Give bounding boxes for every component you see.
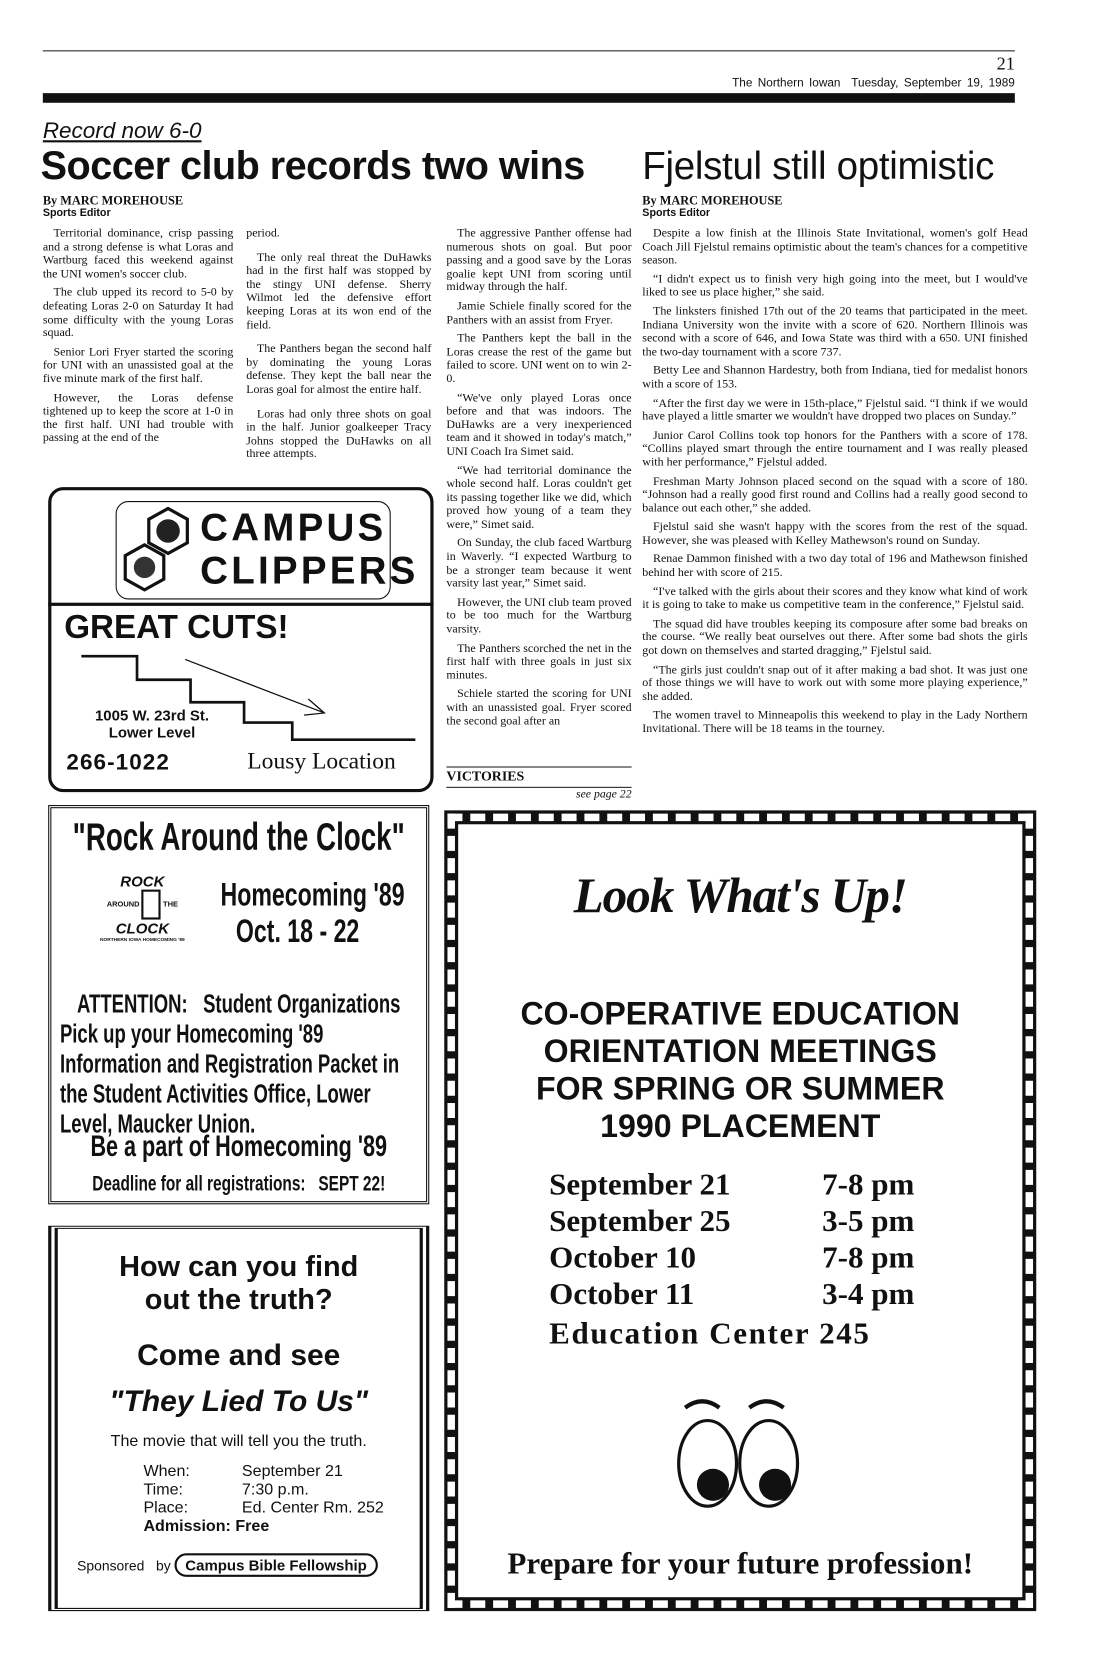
paragraph: The Panthers scorched the net in the first half with three goals in just six minutes. [446,641,632,682]
detail-label: Time: [143,1480,184,1499]
paragraph: “I've talked with the girls about their scores and they know what kind of work it is going to take to make us competitive team in the conference,” Fjelstul said. [642,585,1028,612]
paragraph: Senior Lori Fryer started the scoring for UNI with an unassisted goal at the five minute mark of the first half. [42,345,234,386]
paragraph: “After the first day we were in 15th-place,” Fjelstul said. “I think if we would have played a little smarter we wouldn't have dropped two places on Sunday.” [642,396,1028,423]
detail-value: 7:30 p.m. [241,1480,309,1499]
street: 1005 W. 23rd St. [94,706,210,724]
paragraph: The only real threat the DuHawks had in the first half was stopped by the stingy UNI defense. Sherry Wilmot led the defensive effort keeping Loras at its won end of the field. [246,251,432,332]
paragraph: “We had territorial dominance the whole second half. Loras couldn't get its passing together like we did, which proved how young of a team they were,” Simet said. [446,464,632,531]
detail-value: Free [235,1516,270,1536]
deadline-label: Deadline for all registrations: [92,1172,306,1196]
movie-question [58,1250,420,1316]
heading-line: FOR SPRING OR SUMMER [535,1071,945,1107]
author: By MARC MOREHOUSE [42,194,184,208]
meeting-location: Education Center 245 [549,1316,871,1351]
by-label: by [156,1557,171,1574]
meeting-date: September 25 [549,1204,731,1239]
meeting-row [549,1167,914,1203]
paragraph: Junior Carol Collins took top honors for the Panthers with a score of 178. “Collins played smart through the entire tournament and I was really pleased with her performance,” Fjelstul added. [642,428,1028,469]
jump-link[interactable]: see page 22 [446,787,631,801]
sponsor-name: Campus Bible Fellowship [175,1553,378,1577]
soccer-kicker: Record now 6-0 [42,118,202,144]
event-name: Homecoming '89 [220,877,405,914]
detail-row [143,1499,383,1517]
paragraph: The squad did have troubles keeping its composure after some bad breaks on the course. “We really beat ourselves out there. After some bad shots the girls got down on themselves and started dragging,” Fjelstul said. [642,617,1028,658]
meeting-time: 3-5 pm [822,1204,915,1239]
meeting-schedule [549,1167,914,1313]
come-and-see: Come and see [137,1338,341,1372]
detail-row [143,1462,383,1480]
meeting-row [549,1276,914,1312]
look-whats-up-headline: Look What's Up! [573,868,907,923]
paragraph: However, the UNI club team proved to be too much for the Wartburg varsity. [446,596,632,636]
rock-around-clock-logo [100,872,186,968]
great-cuts: GREAT CUTS! [64,608,289,646]
coop-education-ad [444,810,1036,1611]
paragraph: Fjelstul said she wasn't happy with the scores from the rest of the squad. However, she was pleased with Kelley Mathewson's round on Sunday. [642,520,1028,547]
heading-line: CO-OPERATIVE EDUCATION [520,996,961,1032]
paragraph: The women travel to Minneapolis this weekend to play in the Lady Northern Invitational. There will be 18 teams in the tourney. [642,709,1028,736]
paragraph: The Panthers kept the ball in the Loras crease the rest of the game but failed to score. UNI went on to win 2-0. [446,332,632,386]
level: Lower Level [108,723,196,741]
paragraph: “The girls just couldn't snap out of it after making a bad shot. It was just one of those things we will have to work out with some more playing experience,” she added. [642,663,1028,704]
author: By MARC MOREHOUSE [642,194,783,208]
soccer-byline [43,195,183,220]
detail-value: September 21 [241,1462,343,1481]
attention-audience: Student Organizations [203,990,401,1020]
clock-tower-icon [142,890,161,920]
campus-clippers-ad [48,487,433,792]
golf-body [642,227,1027,741]
question-line: How can you find [119,1250,359,1283]
paragraph: However, the Loras defense tightened up to keep the score at 1-0 in the first half. UNI had trouble with passing at the end of the [42,391,234,445]
soccer-column-3 [446,227,631,734]
paragraph: “We've only played Loras once before and that was indoors. The DuHawks are a very inexperienced team and it showed in today's match,” UNI Coach Ira Simet said. [446,391,632,459]
paragraph: Territorial dominance, crisp passing and a strong defense is what Loras and Wartburg faced this weekend against the UNI women's soccer club. [42,226,234,281]
homecoming-body: Pick up your Homecoming '89 Information and Registration Packet in the Student Activities Office, Lower Level, Maucker Union. [59,1020,400,1140]
movie-title: "They Lied To Us" [109,1384,369,1418]
logo-text: CLOCK [115,919,170,937]
divider [48,603,433,606]
homecoming-ad [48,805,429,1204]
address [66,707,237,741]
heading-line: ORIENTATION MEETINGS [543,1034,937,1070]
deadline-line [58,1172,420,1197]
detail-label: When: [143,1462,190,1481]
golf-byline [642,195,782,220]
admission-row [143,1517,383,1535]
logo-text: ROCK [120,872,165,890]
paper-name: The Northern Iowan [732,77,841,90]
paragraph: Renae Dammon finished with a two day total of 196 and Mathewson finished behind her with score of 215. [642,552,1028,580]
detail-label: Admission: [143,1516,231,1536]
paragraph: Loras had only three shots on goal in the half. Junior goalkeeper Tracy Johns stopped the DuHawks on all three attempts. [246,407,432,461]
paragraph: Betty Lee and Shannon Hardestry, both from Indiana, tied for medalist honors with a score of 153. [642,364,1028,391]
hexagon-faces-icon [123,506,209,594]
heading-line: 1990 PLACEMENT [600,1109,881,1145]
soccer-column-2 [246,227,431,467]
meeting-date: September 21 [549,1167,731,1203]
coop-footer: Prepare for your future profession! [507,1546,974,1582]
logo-text: AROUND [106,901,140,909]
paragraph: “I didn't expect us to finish very high going into the meet, but I would've liked to see us place higher,” she said. [642,272,1028,300]
sponsor-line [77,1553,377,1577]
top-rule [43,50,1015,51]
logo-text: NORTHERN IOWA HOMECOMING '89 [99,936,185,943]
meeting-time: 7-8 pm [822,1240,915,1275]
attention-line [58,990,420,1020]
author-role: Sports Editor [42,207,111,220]
page-number: 21 [996,53,1015,74]
coop-heading [458,996,1022,1146]
masthead-line [732,77,1015,90]
event-dates: Oct. 18 - 22 [235,914,360,950]
attention-label: ATTENTION: [77,990,188,1020]
phone-number: 266-1022 [66,750,170,776]
masthead-bar [43,93,1015,103]
soccer-column-1 [43,227,234,451]
paragraph: On Sunday, the club faced Wartburg in Waverly. “I expected Wartburg to be a stronger team because it went varsity last year,” Simet said. [446,536,632,591]
paragraph: The club upped its record to 5-0 by defeating Loras 2-0 on Saturday It had some difficulty with the young Loras squad. [42,286,234,340]
homecoming-dates [191,878,405,951]
logo-box [116,501,419,599]
detail-row [143,1481,383,1499]
homecoming-title: "Rock Around the Clock" [72,814,405,859]
paragraph: The linksters finished 17th out of the 20 teams that participated in the meet. Indiana University won the invite with a score of 620. Northern Illinois was second with a score of 646, and Iowa State was third with a 650. UNI finished the two-day tournament with a score 737. [642,305,1028,359]
detail-label: Place: [143,1498,189,1517]
paragraph: Freshman Marty Johnson placed second on the squad with a score of 180. “Johnson had a really good first round and Collins had a really good second to balance out each other,” she added. [642,474,1028,515]
name-line-1: CAMPUS [200,505,387,550]
golf-headline: Fjelstul still optimistic [642,143,995,188]
deadline-date: SEPT 22! [318,1172,386,1196]
issue-date: Tuesday, September 19, 1989 [851,77,1015,90]
question-line: out the truth? [144,1283,333,1316]
movie-subtitle: The movie that will tell you the truth. [110,1432,367,1451]
paragraph: The aggressive Panther offense had numerous shots on goal. But poor passing and a good save by the Loras goalie kept UNI from scoring until midway through the half. [446,226,632,294]
cartoon-eyes-icon [672,1386,811,1514]
clippers-name [200,506,418,592]
meeting-row [549,1203,914,1239]
paragraph: Jamie Schiele finally scored for the Panthers with an assist from Fryer. [446,299,632,327]
logo-text: THE [163,901,179,909]
slogan: Lousy Location [247,747,396,774]
meeting-date: October 11 [549,1277,695,1312]
author-role: Sports Editor [642,207,711,220]
name-line-2: CLIPPERS [200,548,419,592]
stairs-arrow-icon [51,651,431,758]
meeting-row [549,1240,914,1276]
sponsored-label: Sponsored [77,1557,145,1574]
soccer-headline: Soccer club records two wins [40,143,585,188]
meeting-time: 3-4 pm [822,1277,915,1312]
paragraph: period. [246,226,280,240]
paragraph: Schiele started the scoring for UNI with an unassisted goal. Fryer scored the second goal after an [446,687,632,728]
movie-ad [48,1226,429,1611]
movie-details [143,1462,383,1535]
homecoming-cta: Be a part of Homecoming '89 [90,1129,387,1163]
jump-word: VICTORIES [446,766,631,784]
meeting-date: October 10 [549,1240,697,1275]
paragraph: Despite a low finish at the Illinois State Invitational, women's golf Head Coach Jill Fjelstul remains optimistic about the team's chances for a competitive season. [642,226,1028,267]
meeting-time: 7-8 pm [822,1167,915,1203]
paragraph: The Panthers began the second half by dominating the young Loras defense. They kept the ball near the Loras goal for almost the entire half. [246,342,432,397]
detail-value: Ed. Center Rm. 252 [241,1498,384,1517]
